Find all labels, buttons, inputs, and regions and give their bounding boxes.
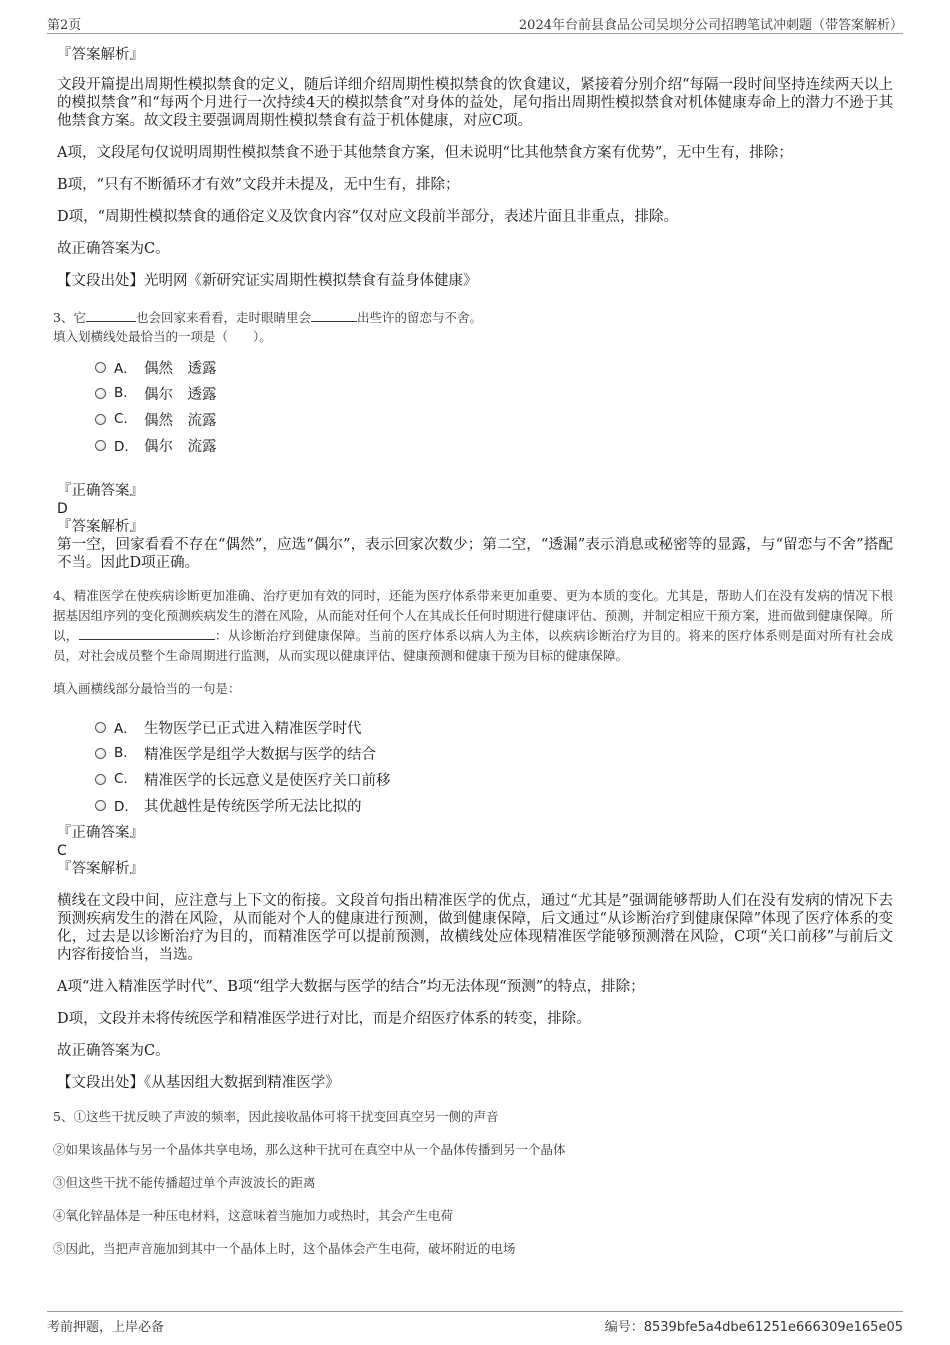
q4-analysis-p2: A项“进入精准医学时代”、B项“组学大数据与医学的结合”均无法体现“预测”的特点，排除； — [57, 979, 645, 995]
q3-correct-label: 『正确答案』 — [57, 483, 144, 499]
q5-sentence-1: 5、①这些干扰反映了声波的频率，因此接收晶体可将干扰变回真空另一侧的声音 — [53, 1109, 499, 1124]
q2-conclusion: 故正确答案为C。 — [57, 241, 170, 257]
page-header — [47, 12, 903, 34]
q4-correct-answer: C — [57, 843, 67, 859]
radio-icon[interactable] — [95, 388, 106, 399]
radio-icon[interactable] — [95, 440, 106, 451]
footer-slogan: 考前押题，上岸必备 — [47, 1320, 165, 1335]
q3-blank-2 — [311, 308, 357, 322]
q3-option-d[interactable]: D． 偶尔 流露 — [95, 432, 893, 458]
q5-sentence-4: ④氧化锌晶体是一种压电材料，这意味着当施加力或热时，其会产生电荷 — [53, 1208, 454, 1223]
q4-option-b[interactable]: B. 精准医学是组学大数据与医学的结合 — [95, 740, 893, 766]
q4-analysis-p1: 横线在文段中间，应注意与上下文的衔接。文段首句指出精准医学的优点，通过“尤其是”强调能够帮助人们在没有发病的情况下去预测疾病发生的潜在风险，从而能对个人的健康进行预测，做到健康保障，后文通过“从诊断治疗到健康保障”体现了医疗体系的变化，过去是以诊断治疗为目的，而精准医学可以提前预测，故横线处应体现精准医学能够预测潜在风险，C项“关口前移”与前后文内容衔接恰当，当选。 — [57, 893, 893, 963]
q3-analysis: 第一空，回家看看不存在“偶然”，应选“偶尔”，表示回家次数少；第二空，“透漏”表示消息或秘密等的显露，与“留恋与不舍”搭配不当。因此D项正确。 — [57, 537, 893, 571]
q5-sentence-2: ②如果该晶体与另一个晶体共享电场，那么这种干扰可在真空中从一个晶体传播到另一个晶体 — [53, 1142, 566, 1157]
q4-blank — [79, 626, 215, 640]
radio-icon[interactable] — [95, 362, 106, 373]
document-title: 2024年台前县食品公司吴坝分公司招聘笔试冲刺题（带答案解析） — [518, 18, 903, 33]
q3-option-b[interactable]: B. 偶尔 透露 — [95, 380, 893, 406]
q3-stem: 3、它 也会回家来看看，走时眼睛里会 出些许的留恋与不舍。 — [53, 310, 482, 325]
radio-icon[interactable] — [95, 414, 106, 425]
q4-conclusion: 故正确答案为C。 — [57, 1043, 170, 1059]
q3-option-c[interactable]: C. 偶然 流露 — [95, 406, 893, 432]
page-footer — [47, 1311, 903, 1333]
q3-options — [95, 354, 893, 458]
q4-options — [95, 714, 893, 818]
q3-prompt: 填入划横线处最恰当的一项是（ ）。 — [53, 329, 272, 344]
document-code: 编号：8539bfe5a4dbe61251e666309e165e05 — [604, 1320, 903, 1335]
radio-icon[interactable] — [95, 800, 106, 811]
q2-analysis-p3: B项，“只有不断循环才有效”文段并未提及，无中生有，排除； — [57, 177, 460, 193]
q3-number: 3、 — [53, 310, 74, 325]
q5-sentence-3: ③但这些干扰不能传播超过单个声波波长的距离 — [53, 1175, 316, 1190]
q2-analysis-p1: 文段开篇提出周期性模拟禁食的定义，随后详细介绍周期性模拟禁食的饮食建议，紧接着分别介绍“每隔一段时间坚持连续两天以上的模拟禁食”和“每两个月进行一次持续4天的模拟禁食”对身体的益处，尾句指出周期性模拟禁食对机体健康寿命上的潜力不逊于其他禁食方案。故文段主要强调周期性模拟禁食有益于机体健康，对应C项。 — [57, 77, 893, 129]
q4-analysis-label: 『答案解析』 — [57, 861, 144, 877]
q4-option-c[interactable]: C. 精准医学的长远意义是使医疗关口前移 — [95, 766, 893, 792]
q5-number: 5、 — [53, 1109, 74, 1124]
q2-analysis-label: 『答案解析』 — [57, 47, 144, 63]
radio-icon[interactable] — [95, 774, 106, 785]
q5-sentence-5: ⑤因此，当把声音施加到其中一个晶体上时，这个晶体会产生电荷，破坏附近的电场 — [53, 1241, 516, 1256]
radio-icon[interactable] — [95, 722, 106, 733]
q4-source: 【文段出处】《从基因组大数据到精准医学》 — [57, 1075, 340, 1091]
q4-analysis-p3: D项，文段并未将传统医学和精准医学进行对比，而是介绍医疗体系的转变，排除。 — [57, 1011, 591, 1027]
radio-icon[interactable] — [95, 748, 106, 759]
q4-option-a[interactable]: A． 生物医学已正式进入精准医学时代 — [95, 714, 893, 740]
q4-option-d[interactable]: D． 其优越性是传统医学所无法比拟的 — [95, 792, 893, 818]
page-number: 第2页 — [47, 18, 82, 33]
q2-analysis-p2: A项，文段尾句仅说明周期性模拟禁食不逊于其他禁食方案，但未说明“比其他禁食方案有优势”，无中生有，排除； — [57, 145, 793, 161]
q4-correct-label: 『正确答案』 — [57, 825, 144, 841]
q4-number: 4、 — [53, 588, 74, 603]
q3-correct-answer: D — [57, 501, 68, 517]
q3-analysis-label: 『答案解析』 — [57, 519, 144, 535]
q4-prompt: 填入画横线部分最恰当的一句是： — [53, 681, 241, 696]
q2-analysis-p4: D项，“周期性模拟禁食的通俗定义及饮食内容”仅对应文段前半部分，表述片面且非重点，排除。 — [57, 209, 678, 225]
q3-blank-1 — [86, 308, 136, 322]
q4-stem: 4、精准医学在使疾病诊断更加准确、治疗更加有效的同时，还能为医疗体系带来更加重要、更为本质的变化。尤其是，帮助人们在没有发病的情况下根据基因组序列的变化预测疾病发生的潜在风险，从而能对任何个人在其成长任何时期进行健康评估、预测，并制定相应干预方案，进而做到健康保障。所以， ：从诊断治疗到健康保障。当前的医疗体系以病人为主体，以疾病诊断治疗为目的。将来的医疗体系则是面对所有社会成员，对社会成员整个生命周期进行监测，从而实现以健康评估、健康预测和健康干预为目标的健康保障。 — [53, 588, 893, 663]
q2-source: 【文段出处】光明网《新研究证实周期性模拟禁食有益身体健康》 — [57, 273, 478, 289]
main-content — [53, 46, 893, 1273]
q3-option-a[interactable]: A． 偶然 透露 — [95, 354, 893, 380]
